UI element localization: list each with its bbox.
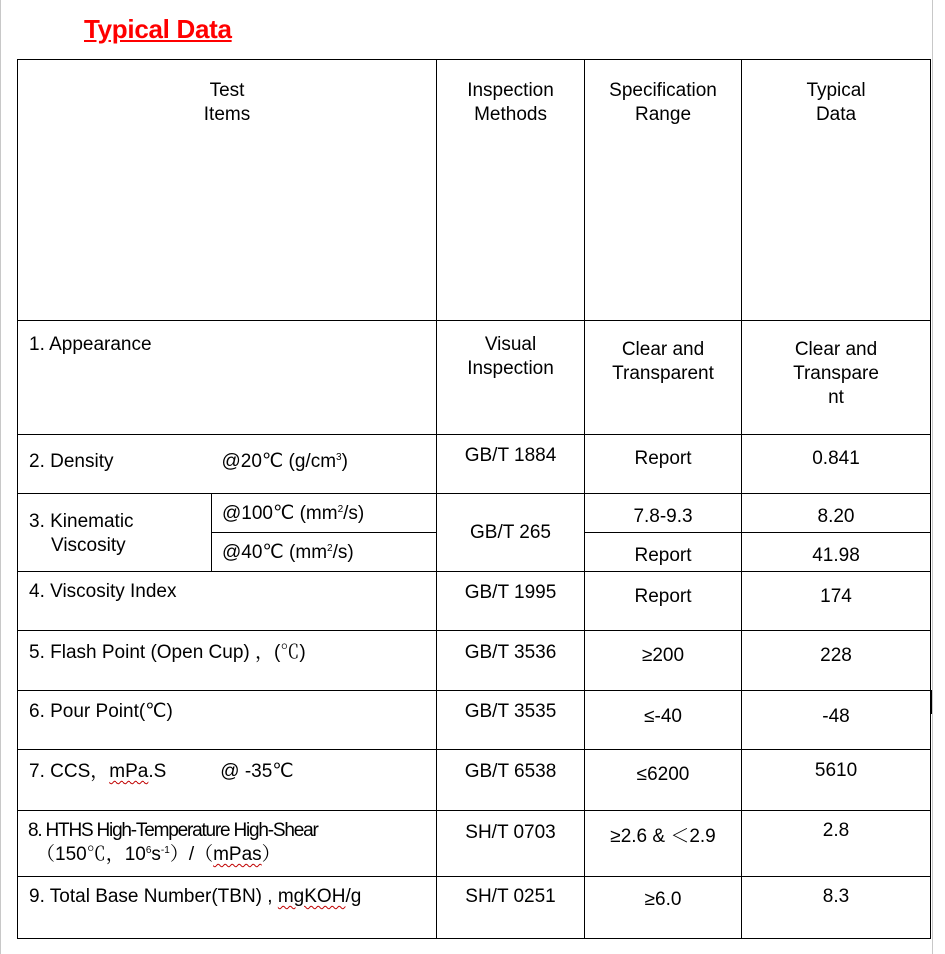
typical-appearance: Clear and Transpare nt — [742, 321, 931, 435]
density-condition: @20℃ $(g/cm^3)$ — [221, 451, 348, 472]
table-row-tbn — [18, 877, 931, 939]
item-flash-point: 5. Flash Point (Open Cup) ，(℃) — [18, 631, 437, 691]
item-viscosity-index: 4. Viscosity Index — [18, 572, 437, 631]
page-left-edge — [0, 0, 1, 954]
page-title: Typical Data — [84, 14, 232, 44]
method-flash-point: GB/T 3536 — [437, 631, 585, 691]
spec-kinematic-100: 7.8-9.3 — [585, 494, 742, 533]
table-row-kinematic-100 — [18, 494, 931, 533]
typical-flash-point: 228 — [742, 631, 931, 691]
table-row-appearance — [18, 321, 931, 435]
method-tbn: SH/T 0251 — [437, 877, 585, 939]
item-hths: 8. HTHS High-Temperature High-Shear （150℃，$10^6s^{-1})/(mPas)$ — [18, 811, 437, 877]
item-tbn: 9. Total Base Number(TBN) , mgKOH/g — [18, 877, 437, 939]
typical-hths: 2.8 — [742, 811, 931, 877]
header-specification-range: Specification Range — [585, 60, 742, 321]
spec-pour-point: ≤-40 — [585, 691, 742, 750]
typical-pour-point: -48 — [742, 691, 931, 750]
method-density: GB/T 1884 — [437, 435, 585, 494]
ccs-condition: @ -35℃ — [220, 761, 294, 782]
item-pour-point: 6. Pour Point(℃) — [18, 691, 437, 750]
typical-kinematic-40: 41.98 — [742, 533, 931, 572]
condition-100c: @100℃ $(mm^2/s)$ — [212, 494, 437, 533]
typical-ccs: 5610 — [742, 750, 931, 811]
table-row-pour-point — [18, 691, 931, 750]
typical-kinematic-100: 8.20 — [742, 494, 931, 533]
typical-tbn: 8.3 — [742, 877, 931, 939]
page-right-edge — [932, 0, 933, 954]
table-row-hths — [18, 811, 931, 877]
spec-density: Report — [585, 435, 742, 494]
spec-flash-point: ≥200 — [585, 631, 742, 691]
table-row-density — [18, 435, 931, 494]
typical-viscosity-index: 174 — [742, 572, 931, 631]
spec-tbn: ≥6.0 — [585, 877, 742, 939]
table-row-ccs — [18, 750, 931, 811]
method-appearance: Visual Inspection — [437, 321, 585, 435]
method-kinematic: GB/T 265 — [437, 494, 585, 572]
spec-hths: ≥2.6 & ＜2.9 — [585, 811, 742, 877]
table-header-row — [18, 60, 931, 321]
spec-appearance: Clear and Transparent — [585, 321, 742, 435]
item-kinematic-viscosity: 3. Kinematic Viscosity — [18, 494, 212, 572]
method-hths: SH/T 0703 — [437, 811, 585, 877]
table-row-viscosity-index — [18, 572, 931, 631]
typical-data-table — [17, 59, 931, 939]
spec-kinematic-40: Report — [585, 533, 742, 572]
header-typical-data: Typical Data — [742, 60, 931, 321]
header-test-items: Test Items — [18, 60, 437, 321]
item-appearance: 1. Appearance — [18, 321, 437, 435]
item-density: 2. Density @20℃ $(g/cm^3)$ — [18, 435, 437, 494]
item-ccs: 7. CCS，mPa.S @ -35℃ — [18, 750, 437, 811]
header-inspection-methods: Inspection Methods — [437, 60, 585, 321]
method-viscosity-index: GB/T 1995 — [437, 572, 585, 631]
method-pour-point: GB/T 3535 — [437, 691, 585, 750]
spec-viscosity-index: Report — [585, 572, 742, 631]
method-ccs: GB/T 6538 — [437, 750, 585, 811]
typical-density: 0.841 — [742, 435, 931, 494]
table-row-flash-point — [18, 631, 931, 691]
condition-40c: @40℃ $(mm^2/s)$ — [212, 533, 437, 572]
spec-ccs: ≤6200 — [585, 750, 742, 811]
